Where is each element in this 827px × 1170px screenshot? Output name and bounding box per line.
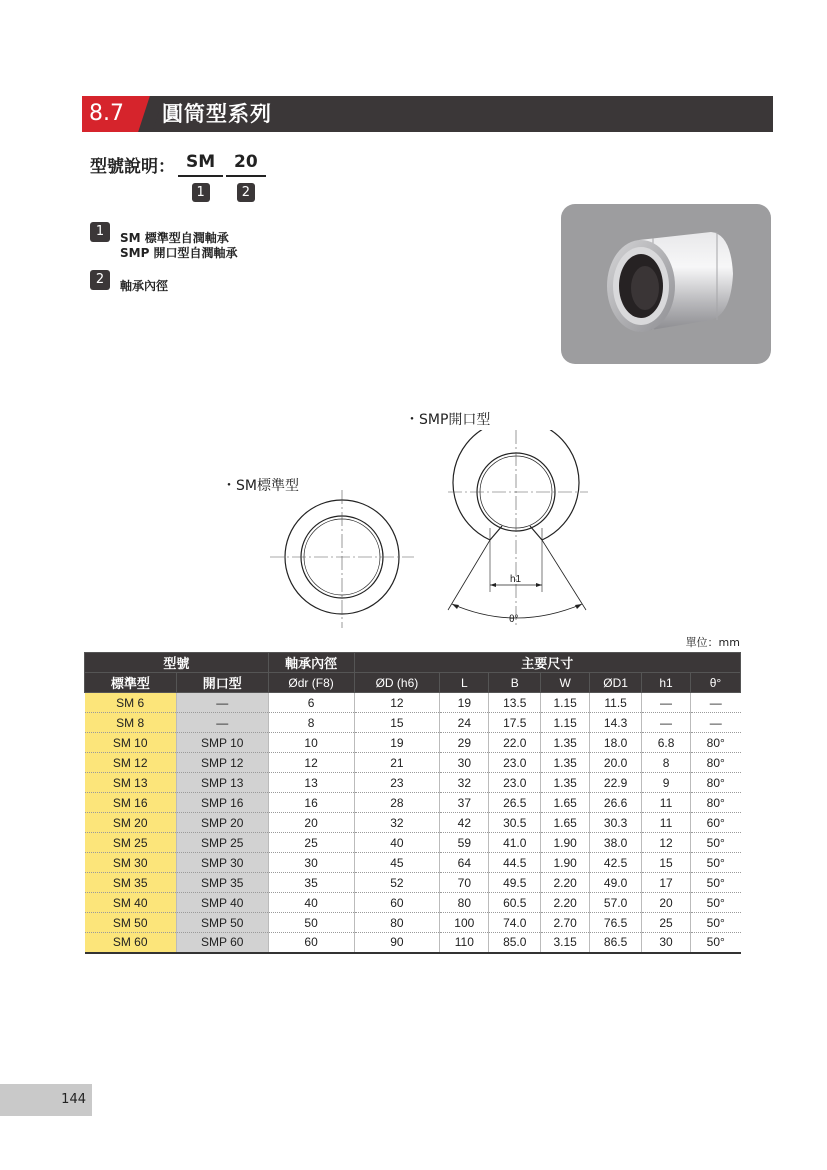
header-main-dimensions: 主要尺寸: [354, 653, 740, 673]
cell-D1: 42.5: [590, 853, 642, 873]
cell-dr: 13: [268, 773, 354, 793]
cell-open: SMP 20: [176, 813, 268, 833]
cell-W: 1.35: [541, 753, 590, 773]
page-number: 144: [61, 1092, 86, 1107]
cell-D: 60: [354, 893, 440, 913]
cell-dr: 60: [268, 933, 354, 953]
subheader-W: W: [541, 673, 590, 693]
cell-B: 49.5: [489, 873, 541, 893]
cell-dr: 50: [268, 913, 354, 933]
legend-line: SM 標準型自潤軸承: [120, 231, 229, 245]
cell-theta: —: [691, 713, 741, 733]
cell-W: 2.70: [541, 913, 590, 933]
cell-std: SM 8: [85, 713, 177, 733]
cell-std: SM 25: [85, 833, 177, 853]
cell-D: 32: [354, 813, 440, 833]
unit-label: 單位：mm: [685, 636, 740, 649]
cell-L: 19: [440, 693, 489, 713]
cell-theta: 50°: [691, 873, 741, 893]
cell-B: 85.0: [489, 933, 541, 953]
cell-std: SM 13: [85, 773, 177, 793]
model-num-1: 1: [192, 183, 210, 202]
table-row: [85, 713, 741, 733]
cell-L: 110: [440, 933, 489, 953]
header-standard: 標準型: [85, 673, 177, 693]
cell-D1: 38.0: [590, 833, 642, 853]
cell-h1: 20: [642, 893, 691, 913]
legend-text-bore: [120, 279, 168, 294]
cell-D: 40: [354, 833, 440, 853]
open-type-label: ・SMP開口型: [405, 412, 491, 428]
cell-open: SMP 25: [176, 833, 268, 853]
model-code-series: SM: [178, 152, 223, 177]
cell-L: 70: [440, 873, 489, 893]
cell-std: SM 30: [85, 853, 177, 873]
cell-open: SMP 16: [176, 793, 268, 813]
cell-L: 64: [440, 853, 489, 873]
cell-h1: 25: [642, 913, 691, 933]
cell-std: SM 60: [85, 933, 177, 953]
cell-dr: 25: [268, 833, 354, 853]
product-photo: [561, 204, 771, 364]
cell-dr: 16: [268, 793, 354, 813]
legend-num-1: 1: [90, 222, 110, 242]
cell-h1: —: [642, 693, 691, 713]
subheader-L: L: [440, 673, 489, 693]
cell-h1: 11: [642, 793, 691, 813]
table-row: [85, 733, 741, 753]
table-row: [85, 933, 741, 953]
cell-h1: 9: [642, 773, 691, 793]
subheader-B: B: [489, 673, 541, 693]
cell-B: 44.5: [489, 853, 541, 873]
subheader-theta: θ°: [691, 673, 741, 693]
cell-open: SMP 30: [176, 853, 268, 873]
model-num-2: 2: [237, 183, 255, 202]
cell-D1: 11.5: [590, 693, 642, 713]
page-number-tab: [0, 1084, 92, 1116]
cell-h1: 17: [642, 873, 691, 893]
cell-D1: 20.0: [590, 753, 642, 773]
cell-W: 1.15: [541, 713, 590, 733]
cell-D1: 86.5: [590, 933, 642, 953]
specification-table: [84, 652, 741, 954]
table-row: [85, 873, 741, 893]
bearing-image: [561, 204, 771, 364]
cell-W: 3.15: [541, 933, 590, 953]
cell-dr: 8: [268, 713, 354, 733]
cell-open: SMP 12: [176, 753, 268, 773]
standard-type-drawing: [270, 490, 414, 630]
cell-open: SMP 10: [176, 733, 268, 753]
cell-std: SM 16: [85, 793, 177, 813]
cell-dr: 6: [268, 693, 354, 713]
cell-D: 28: [354, 793, 440, 813]
cell-D: 52: [354, 873, 440, 893]
model-code-bore: 20: [226, 152, 266, 177]
cell-W: 1.15: [541, 693, 590, 713]
cell-L: 30: [440, 753, 489, 773]
cell-D1: 22.9: [590, 773, 642, 793]
cell-open: SMP 40: [176, 893, 268, 913]
cell-h1: 11: [642, 813, 691, 833]
cell-D: 15: [354, 713, 440, 733]
cell-D1: 76.5: [590, 913, 642, 933]
cell-W: 1.35: [541, 773, 590, 793]
table-row: [85, 773, 741, 793]
table-row: [85, 813, 741, 833]
table-row: [85, 893, 741, 913]
cell-std: SM 20: [85, 813, 177, 833]
cell-L: 59: [440, 833, 489, 853]
cell-theta: 80°: [691, 733, 741, 753]
cell-W: 1.65: [541, 813, 590, 833]
open-type-drawing: [440, 430, 610, 630]
cell-B: 22.0: [489, 733, 541, 753]
cell-theta: 50°: [691, 833, 741, 853]
cell-L: 24: [440, 713, 489, 733]
cell-std: SM 50: [85, 913, 177, 933]
cell-D1: 49.0: [590, 873, 642, 893]
cell-h1: 6.8: [642, 733, 691, 753]
header-bore: 軸承內徑: [268, 653, 354, 673]
subheader-D1: ØD1: [590, 673, 642, 693]
table-body: [85, 693, 741, 953]
cell-open: —: [176, 713, 268, 733]
cell-h1: —: [642, 713, 691, 733]
model-explain-label: 型號說明：: [90, 157, 175, 177]
cell-B: 23.0: [489, 773, 541, 793]
section-title: 圓筒型系列: [162, 102, 272, 126]
cell-W: 1.90: [541, 853, 590, 873]
standard-type-label: ・SM標準型: [222, 478, 299, 494]
legend-line: 軸承內徑: [120, 279, 169, 293]
cell-theta: —: [691, 693, 741, 713]
cell-D1: 18.0: [590, 733, 642, 753]
cell-theta: 80°: [691, 773, 741, 793]
cell-std: SM 12: [85, 753, 177, 773]
cell-W: 1.35: [541, 733, 590, 753]
cell-dr: 10: [268, 733, 354, 753]
section-header: [82, 96, 773, 132]
cell-L: 37: [440, 793, 489, 813]
table-row: [85, 793, 741, 813]
legend-text-series: [120, 231, 238, 261]
cell-L: 80: [440, 893, 489, 913]
cell-dr: 20: [268, 813, 354, 833]
cell-D: 21: [354, 753, 440, 773]
table-row: [85, 753, 741, 773]
subheader-dr: Ødr (F8): [268, 673, 354, 693]
table-row: [85, 833, 741, 853]
subheader-h1: h1: [642, 673, 691, 693]
cell-std: SM 40: [85, 893, 177, 913]
cell-W: 2.20: [541, 893, 590, 913]
cell-D1: 30.3: [590, 813, 642, 833]
cell-open: SMP 13: [176, 773, 268, 793]
cell-h1: 8: [642, 753, 691, 773]
cell-B: 41.0: [489, 833, 541, 853]
cell-std: SM 10: [85, 733, 177, 753]
cell-h1: 30: [642, 933, 691, 953]
cell-open: SMP 60: [176, 933, 268, 953]
cell-L: 29: [440, 733, 489, 753]
cell-D: 90: [354, 933, 440, 953]
cell-theta: 50°: [691, 853, 741, 873]
cell-D: 80: [354, 913, 440, 933]
cell-B: 13.5: [489, 693, 541, 713]
cell-open: —: [176, 693, 268, 713]
cell-W: 1.65: [541, 793, 590, 813]
table-row: [85, 853, 741, 873]
theta-dimension-label: θ°: [509, 614, 519, 625]
legend-num-2: 2: [90, 270, 110, 290]
cell-std: SM 35: [85, 873, 177, 893]
cell-dr: 35: [268, 873, 354, 893]
cell-B: 60.5: [489, 893, 541, 913]
table-row: [85, 693, 741, 713]
legend-line: SMP 開口型自潤軸承: [120, 246, 238, 260]
cell-L: 42: [440, 813, 489, 833]
cell-D: 45: [354, 853, 440, 873]
cell-B: 74.0: [489, 913, 541, 933]
cell-h1: 15: [642, 853, 691, 873]
cell-D1: 26.6: [590, 793, 642, 813]
cell-open: SMP 50: [176, 913, 268, 933]
h1-dimension-label: h1: [510, 574, 522, 585]
cell-B: 26.5: [489, 793, 541, 813]
cell-dr: 30: [268, 853, 354, 873]
header-model: 型號: [85, 653, 269, 673]
cell-theta: 50°: [691, 933, 741, 953]
cell-dr: 12: [268, 753, 354, 773]
cell-theta: 60°: [691, 813, 741, 833]
cell-B: 23.0: [489, 753, 541, 773]
cell-D1: 57.0: [590, 893, 642, 913]
section-number: 8.7: [82, 96, 152, 132]
cell-dr: 40: [268, 893, 354, 913]
cell-D: 23: [354, 773, 440, 793]
cell-W: 1.90: [541, 833, 590, 853]
cell-D: 19: [354, 733, 440, 753]
subheader-D: ØD (h6): [354, 673, 440, 693]
cell-L: 100: [440, 913, 489, 933]
table-row: [85, 913, 741, 933]
cell-W: 2.20: [541, 873, 590, 893]
cell-D: 12: [354, 693, 440, 713]
cell-D1: 14.3: [590, 713, 642, 733]
model-part-series: [178, 152, 223, 202]
cell-std: SM 6: [85, 693, 177, 713]
cell-open: SMP 35: [176, 873, 268, 893]
cell-B: 17.5: [489, 713, 541, 733]
cell-theta: 80°: [691, 753, 741, 773]
cell-theta: 50°: [691, 893, 741, 913]
cell-theta: 50°: [691, 913, 741, 933]
cell-B: 30.5: [489, 813, 541, 833]
model-part-bore: [226, 152, 266, 202]
cell-theta: 80°: [691, 793, 741, 813]
cell-h1: 12: [642, 833, 691, 853]
header-open: 開口型: [176, 673, 268, 693]
cell-L: 32: [440, 773, 489, 793]
